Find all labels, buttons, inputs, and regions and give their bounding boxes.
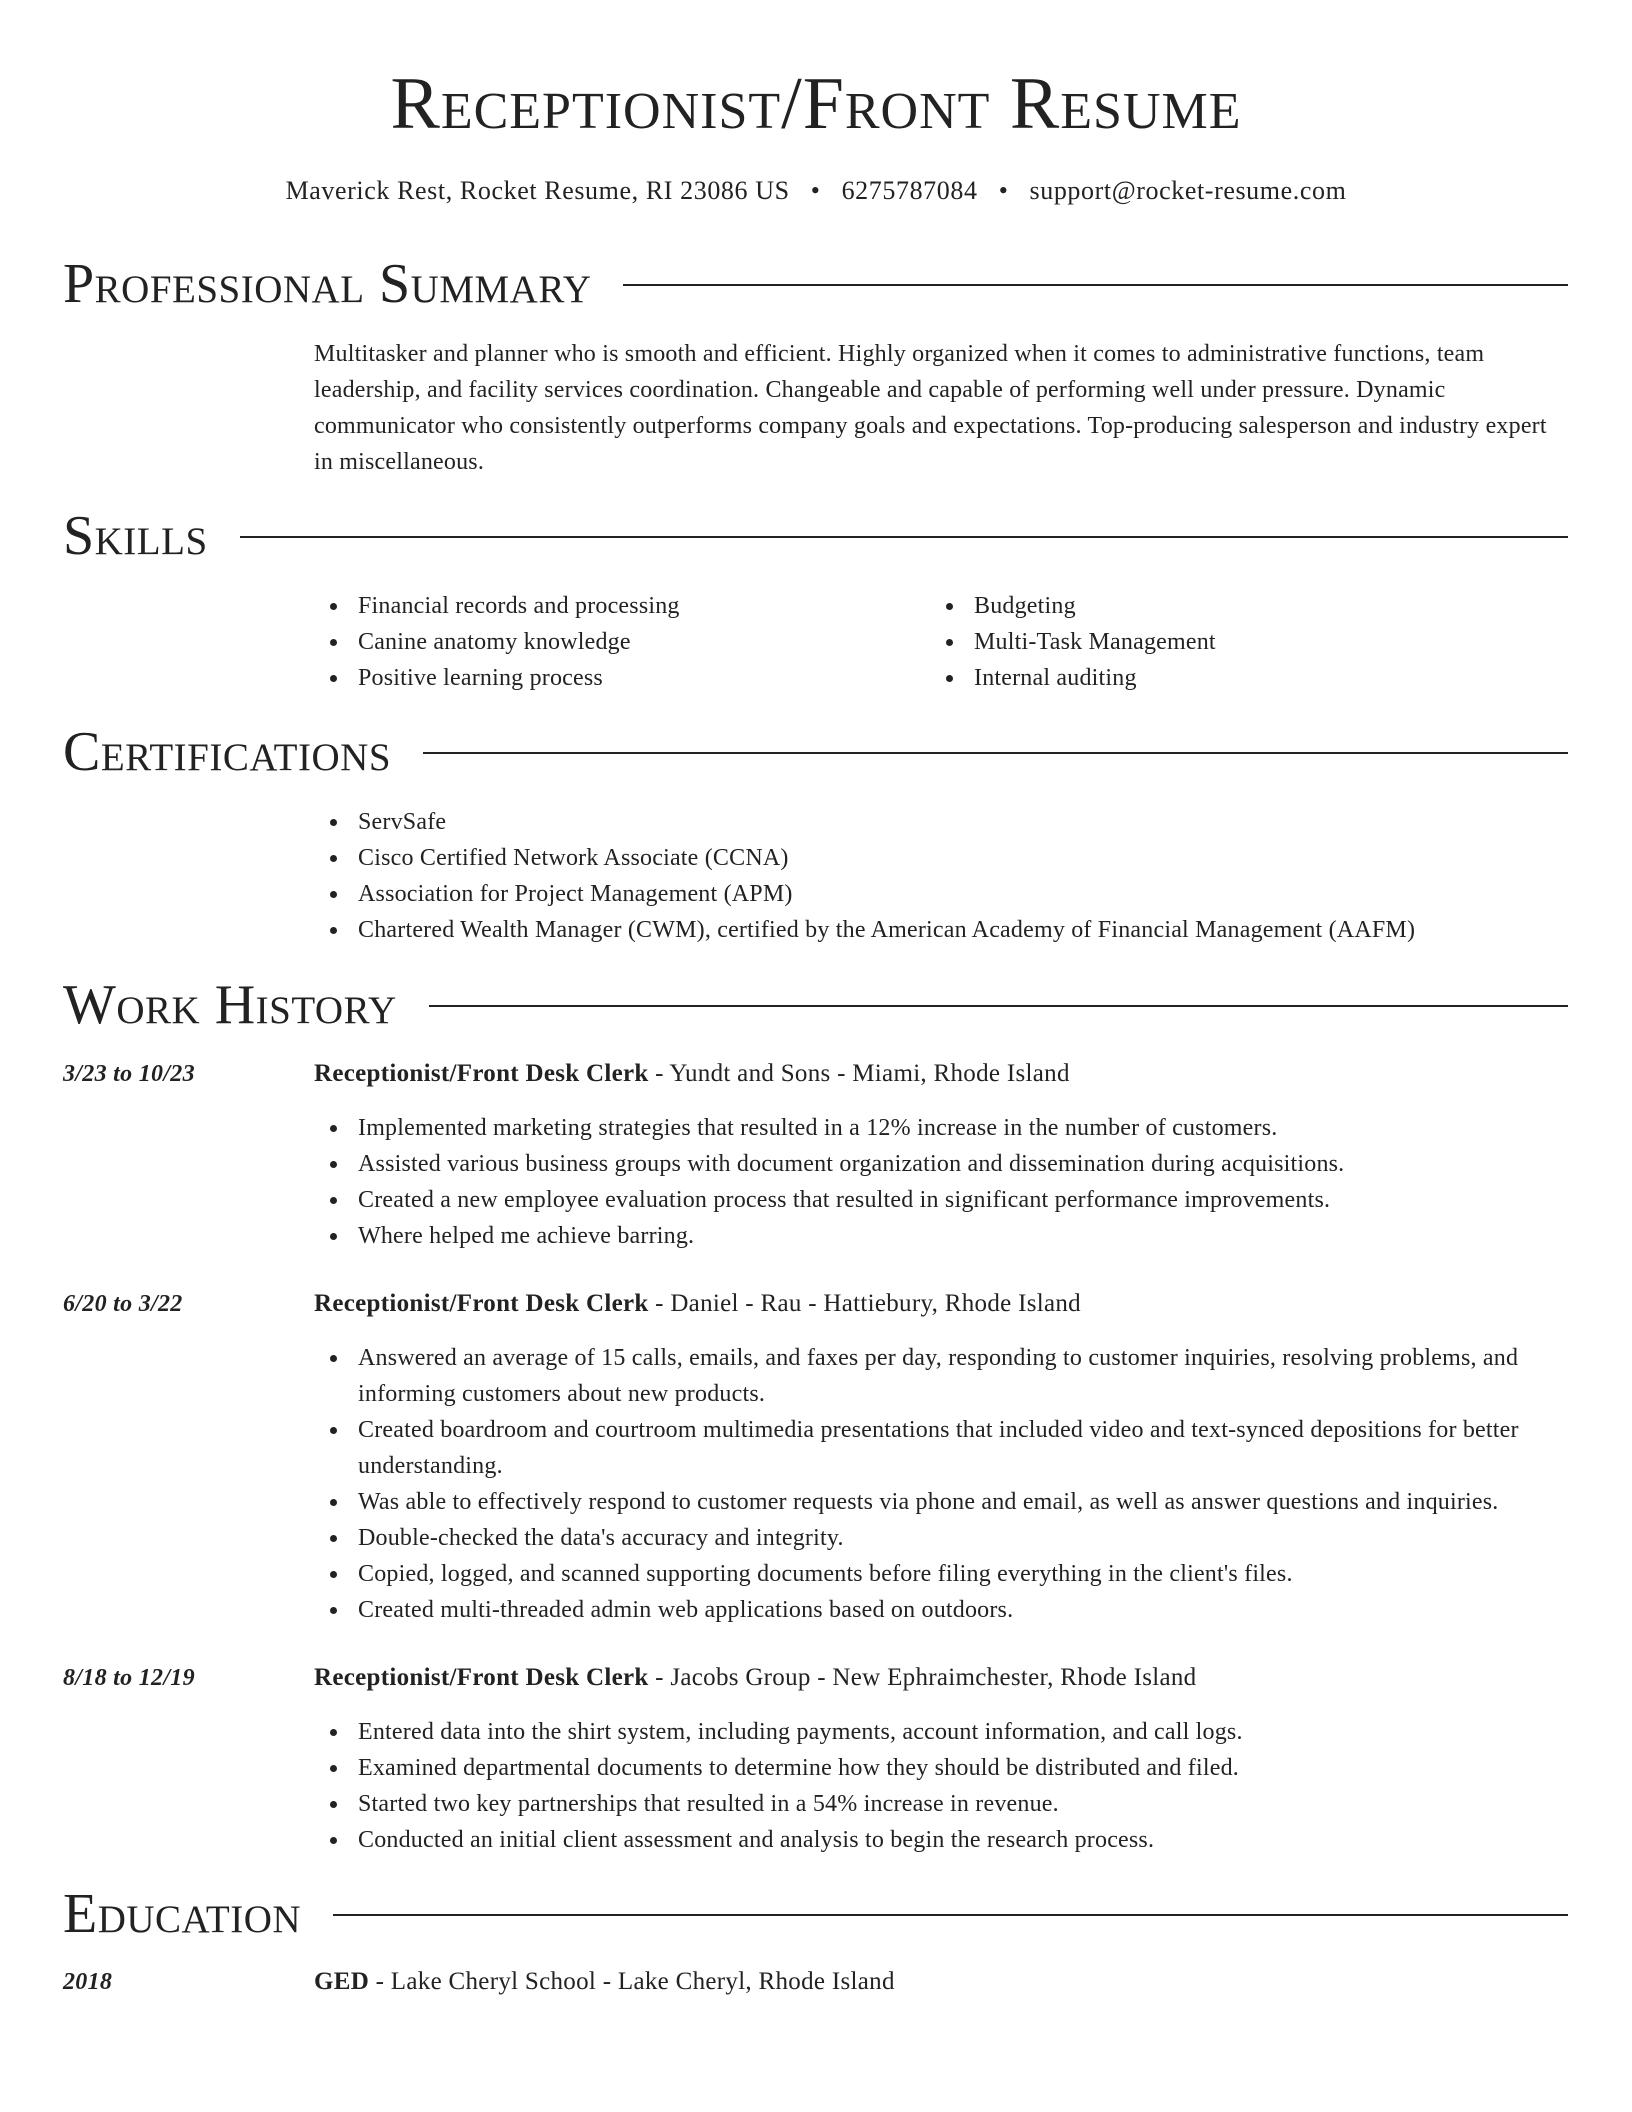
resume-title: Receptionist/Front Resume [390,63,1242,145]
job-title: Receptionist/Front Desk Clerk [314,1290,649,1317]
job-bullet: Copied, logged, and scanned supporting documents before filing everything in the client's files. [314,1556,1568,1592]
section-title: Education [63,1883,302,1945]
contact-email: support@rocket-resume.com [1029,176,1347,205]
education-school: - Lake Cheryl School - Lake Cheryl, Rhode Island [369,1968,895,1995]
skill-item: Internal auditing [930,660,1546,696]
job-bullet: Created boardroom and courtroom multimedia presentations that included video and text-synced depositions for better understanding. [314,1412,1568,1484]
contact-separator: • [998,176,1009,205]
contact-address: Maverick Rest, Rocket Resume, RI 23086 US [285,176,790,205]
education-degree: GED [314,1968,370,1995]
job-heading [314,1660,1196,1696]
section-header-summary [63,252,1568,316]
job-bullet: Implemented marketing strategies that resulted in a 12% increase in the number of customers. [314,1110,1568,1146]
job-bullets [314,1340,1568,1628]
section-divider [240,536,1568,538]
education-year: 2018 [63,1969,113,1995]
job-bullet: Answered an average of 15 calls, emails, and faxes per day, responding to customer inquiries, resolving problems, and informing customers about new products. [314,1340,1568,1412]
job-bullet: Created multi-threaded admin web applications based on outdoors. [314,1592,1568,1628]
certifications-list [314,804,1568,948]
section-divider [333,1914,1568,1916]
section-divider [423,752,1568,754]
job-title: Receptionist/Front Desk Clerk [314,1664,649,1691]
skill-item: Budgeting [930,588,1546,624]
job-employer: - Jacobs Group - New Ephraimchester, Rhode Island [648,1664,1197,1691]
job-bullets [314,1110,1568,1254]
education-entry [314,1964,895,2000]
certification-item: Chartered Wealth Manager (CWM), certified by the American Academy of Financial Management (AAFM) [314,912,1568,948]
job-dates: 6/20 to 3/22 [63,1291,183,1317]
section-header-skills [63,504,1568,568]
section-title: Skills [63,505,208,567]
job-employer: - Yundt and Sons - Miami, Rhode Island [648,1060,1070,1087]
job-bullet: Where helped me achieve barring. [314,1218,1568,1254]
job-heading [314,1056,1070,1092]
job-bullet: Assisted various business groups with document organization and dissemination during acquisitions. [314,1146,1568,1182]
section-header-education [63,1882,1568,1946]
section-header-work-history [63,973,1568,1037]
certification-item: Cisco Certified Network Associate (CCNA) [314,840,1568,876]
job-bullet: Double-checked the data's accuracy and integrity. [314,1520,1568,1556]
section-title: Certifications [63,721,392,783]
job-bullet: Examined departmental documents to determine how they should be distributed and filed. [314,1750,1568,1786]
section-divider [623,284,1568,286]
job-dates: 8/18 to 12/19 [63,1665,195,1691]
summary-text: Multitasker and planner who is smooth and efficient. Highly organized when it comes to administrative functions, team leadership, and facility services coordination. Changeable and capable of performing well under pressure. Dynamic communicator who consistently outperforms company goals and expectations. Top-producing salesperson and industry expert in miscellaneous. [314,341,1547,475]
job-employer: - Daniel - Rau - Hattiebury, Rhode Island [648,1290,1081,1317]
job-bullet: Started two key partnerships that resulted in a 54% increase in revenue. [314,1786,1568,1822]
skills-list [314,588,1568,696]
job-bullets [314,1714,1568,1858]
certification-item: Association for Project Management (APM) [314,876,1568,912]
certification-item: ServSafe [314,804,1568,840]
job-bullet: Conducted an initial client assessment and analysis to begin the research process. [314,1822,1568,1858]
job-bullet: Entered data into the shirt system, including payments, account information, and call logs. [314,1714,1568,1750]
job-title: Receptionist/Front Desk Clerk [314,1060,649,1087]
skills-column-left [314,588,930,696]
skill-item: Canine anatomy knowledge [314,624,930,660]
section-title: Professional Summary [63,253,592,315]
contact-phone: 6275787084 [841,176,978,205]
section-title: Work History [63,974,397,1036]
skills-column-right [930,588,1546,696]
section-divider [429,1005,1568,1007]
job-dates: 3/23 to 10/23 [63,1061,195,1087]
job-heading [314,1286,1081,1322]
contact-line [0,174,1632,208]
job-bullet: Was able to effectively respond to customer requests via phone and email, as well as answer questions and inquiries. [314,1484,1568,1520]
skill-item: Multi-Task Management [930,624,1546,660]
job-bullet: Created a new employee evaluation process that resulted in significant performance improvements. [314,1182,1568,1218]
skill-item: Financial records and processing [314,588,930,624]
contact-separator: • [810,176,821,205]
section-header-certifications [63,720,1568,784]
skill-item: Positive learning process [314,660,930,696]
